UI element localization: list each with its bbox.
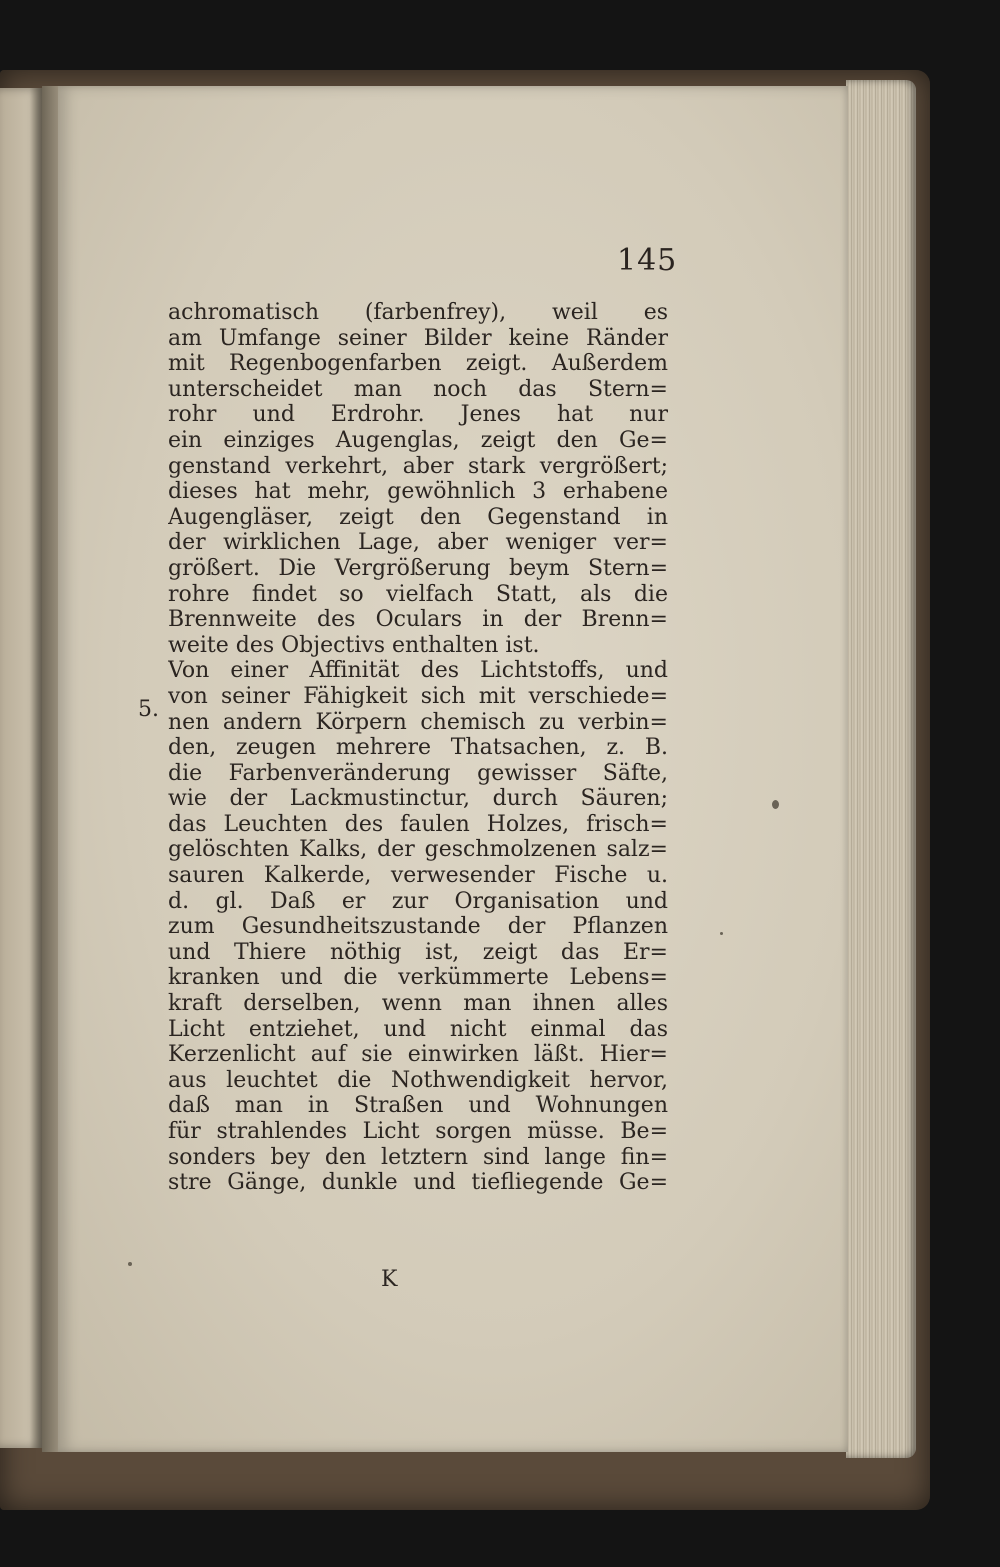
text-line: aus leuchtet die Nothwendigkeit hervor, [168,1067,668,1093]
text-line: Brennweite des Oculars in der Brenn= [168,607,668,633]
text-line: Licht entziehet, und nicht einmal das [168,1016,668,1042]
text-line: rohr und Erdrohr. Jenes hat nur [168,402,668,428]
text-line: daß man in Straßen und Wohnungen [168,1093,668,1119]
text-line: sonders bey den letztern sind lange fin= [168,1144,668,1170]
text-line: von seiner Fähigkeit sich mit verschiede= [168,683,668,709]
text-line: die Farbenveränderung gewisser Säfte, [168,760,668,786]
text-line: Augengläser, zeigt den Gegenstand in [168,504,668,530]
text-line: sauren Kalkerde, verwesender Fische u. [168,863,668,889]
text-line: genstand verkehrt, aber stark vergrößert; [168,453,668,479]
text-line: Von einer Affinität des Lichtstoffs, und [168,658,668,684]
text-line: stre Gänge, dunkle und tiefliegende Ge= [168,1170,668,1196]
text-line: ein einziges Augenglas, zeigt den Ge= [168,427,668,453]
page-number: 145 [617,243,678,278]
section-number: 5. [138,697,159,722]
catchword: K [381,1267,398,1292]
paper-speck [128,1262,132,1266]
text-line: kranken und die verkümmerte Lebens= [168,965,668,991]
text-line: größert. Die Vergrößerung beym Stern= [168,555,668,581]
text-line: dieses hat mehr, gewöhnlich 3 erhabene [168,479,668,505]
text-line: der wirklichen Lage, aber weniger ver= [168,530,668,556]
text-line: achromatisch (farbenfrey), weil es [168,300,668,325]
text-line: nen andern Körpern chemisch zu verbin= [168,709,668,735]
body-text [168,300,668,1196]
text-line: am Umfange seiner Bilder keine Ränder [168,325,668,351]
text-line: kraft derselben, wenn man ihnen alles [168,991,668,1017]
text-line: unterscheidet man noch das Stern= [168,376,668,402]
text-line: und Thiere nöthig ist, zeigt das Er= [168,939,668,965]
left-page-edge [0,88,42,1448]
text-line: wie der Lackmustinctur, durch Säuren; [168,786,668,812]
page-stack-edges [846,80,916,1458]
paper-speck [772,800,779,809]
text-line: den, zeugen mehrere Thatsachen, z. B. [168,735,668,761]
text-line: d. gl. Daß er zur Organisation und [168,888,668,914]
text-line: das Leuchten des faulen Holzes, frisch= [168,811,668,837]
text-line: mit Regenbogenfarben zeigt. Außerdem [168,351,668,377]
text-line: gelöschten Kalks, der geschmolzenen salz= [168,837,668,863]
text-line: weite des Objectivs enthalten ist. [168,632,540,658]
text-line: Kerzenlicht auf sie einwirken läßt. Hier= [168,1042,668,1068]
paper-speck [720,932,723,935]
text-line: zum Gesundheitszustande der Pflanzen [168,914,668,940]
text-line: für strahlendes Licht sorgen müsse. Be= [168,1119,668,1144]
text-line: rohre findet so vielfach Statt, als die [168,581,668,607]
